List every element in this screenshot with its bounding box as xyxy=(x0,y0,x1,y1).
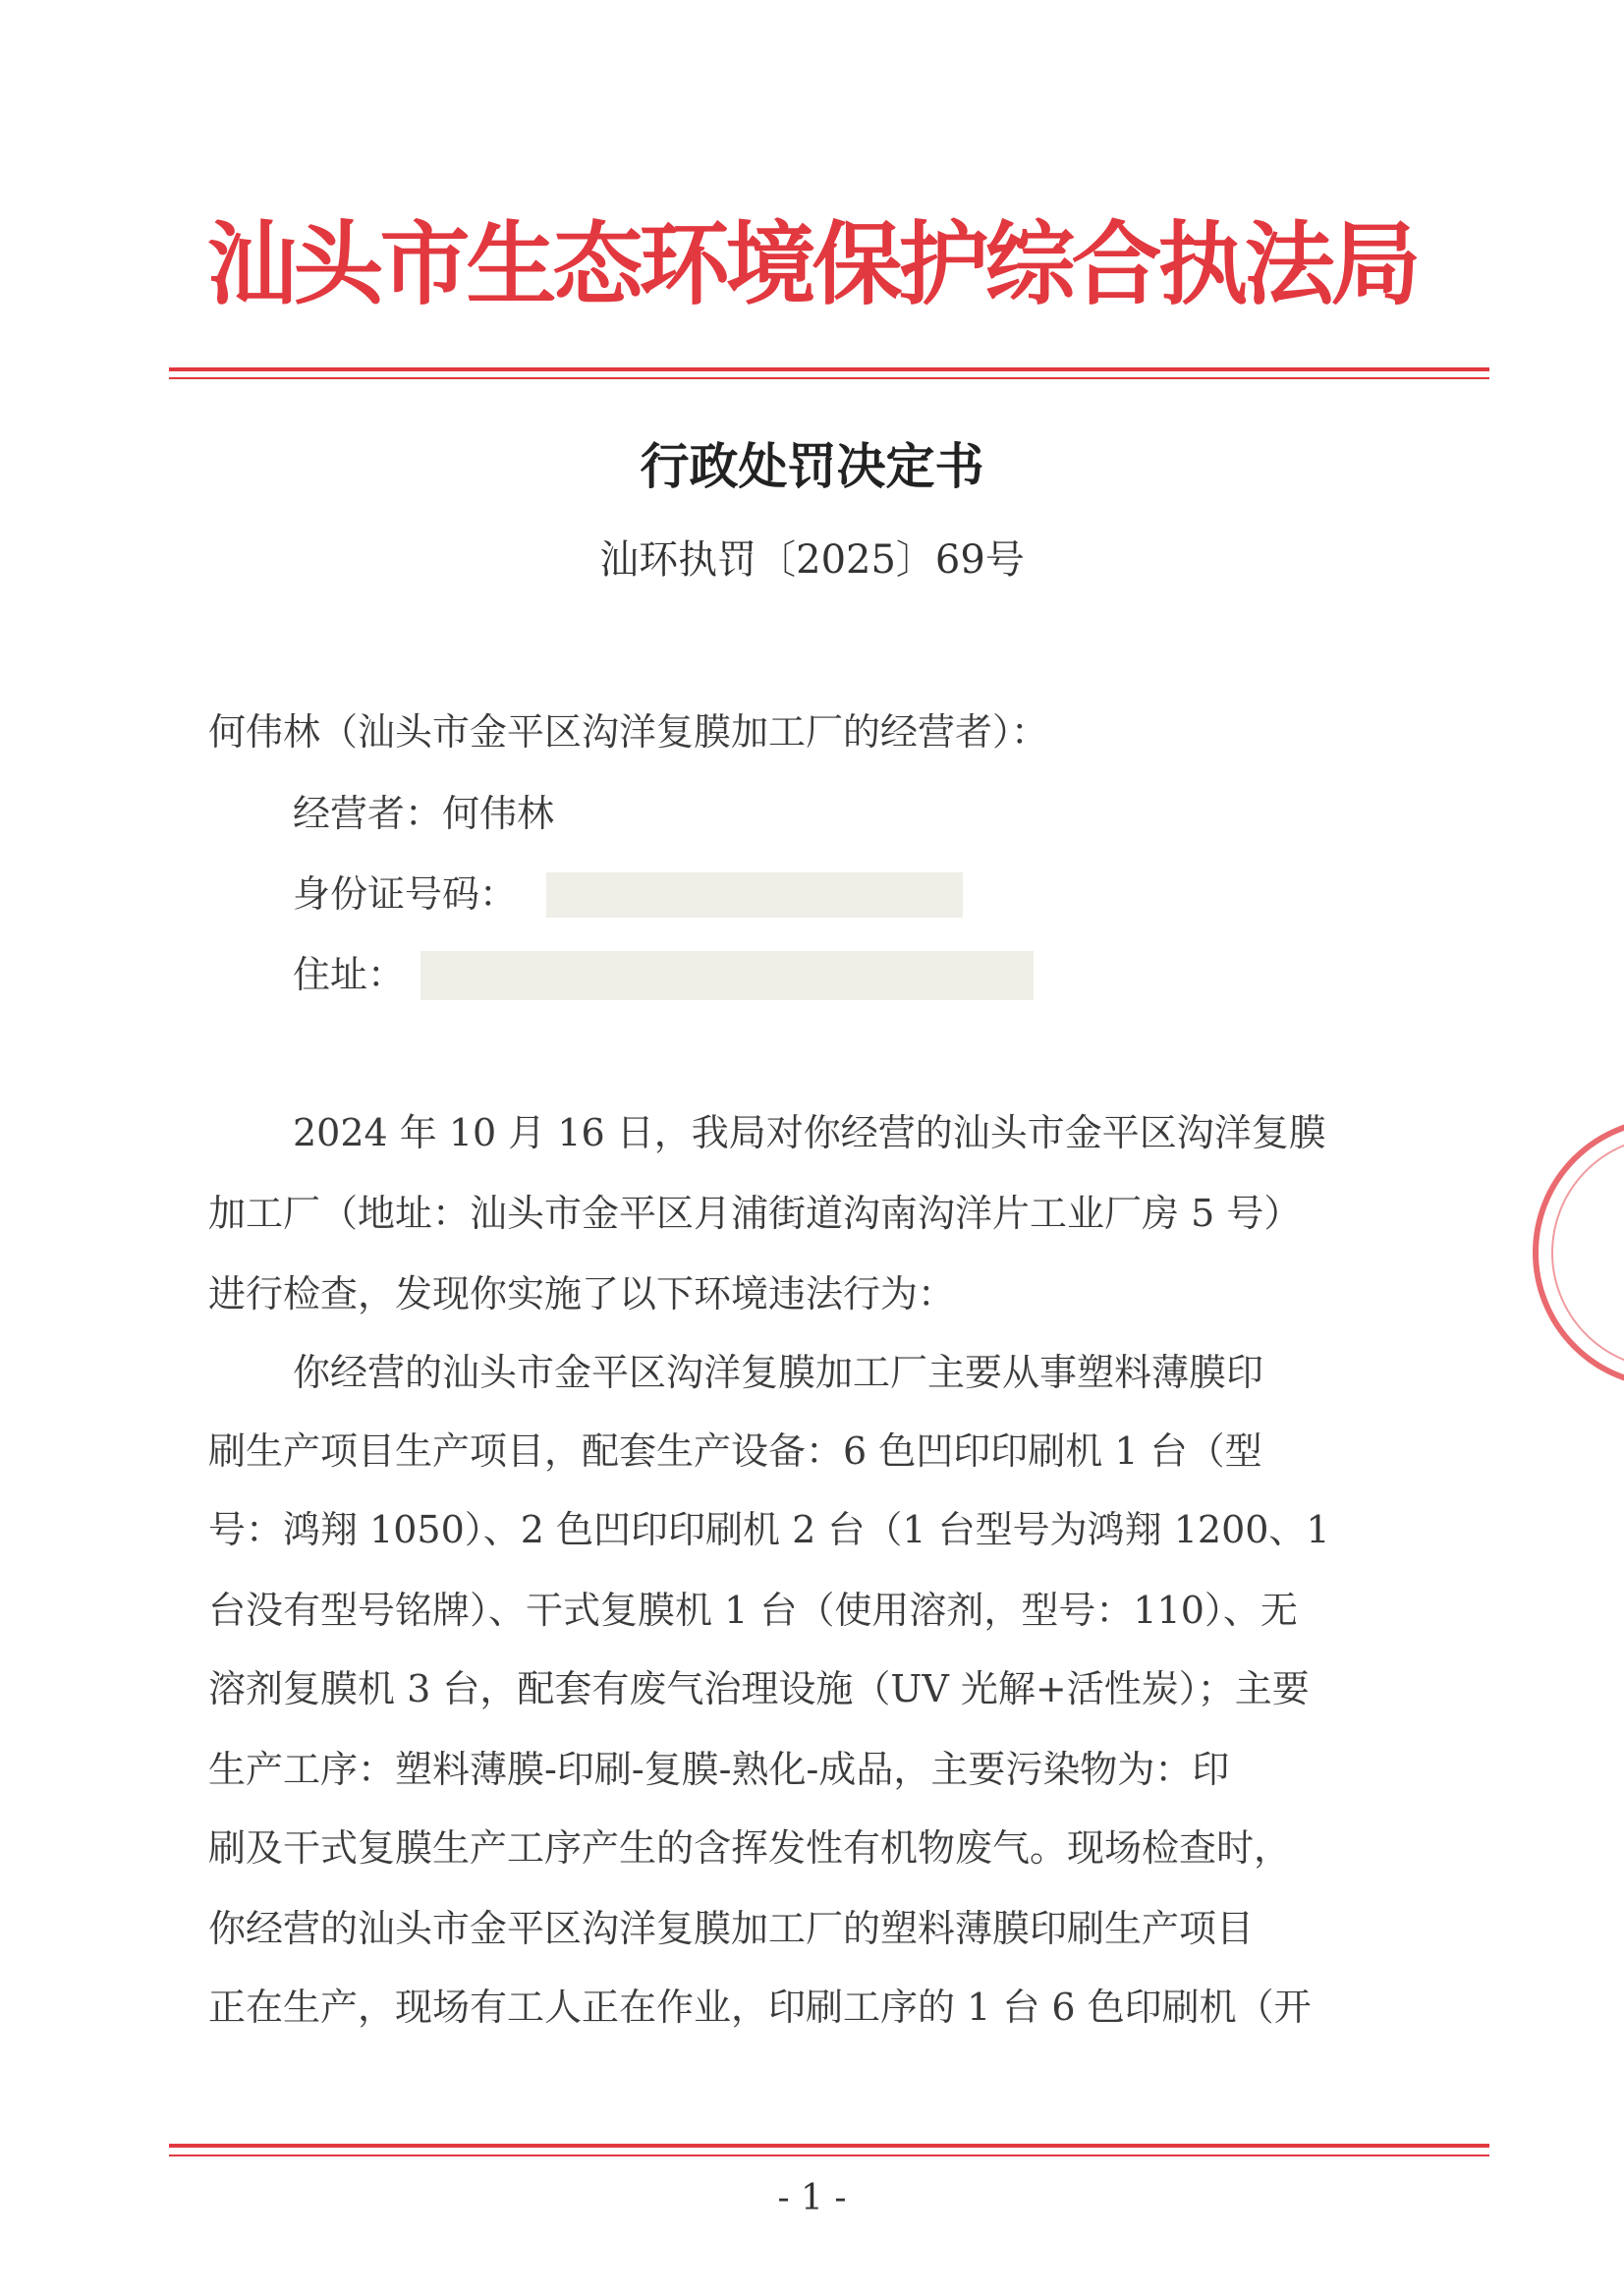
addressee-line: 何伟林（汕头市金平区沟洋复膜加工厂的经营者）： xyxy=(208,710,1049,754)
body-line: 台没有型号铭牌）、干式复膜机 1 台（使用溶剂，型号：110）、无 xyxy=(208,1589,1298,1632)
footer-rule-top xyxy=(169,2144,1489,2148)
body-line: 号：鸿翔 1050）、2 色凹印印刷机 2 台（1 台型号为鸿翔 1200、1 xyxy=(208,1508,1330,1551)
body-line: 刷及干式复膜生产工序产生的含挥发性有机物废气。现场检查时， xyxy=(208,1826,1292,1870)
body-line: 正在生产，现场有工人正在作业，印刷工序的 1 台 6 色印刷机（开 xyxy=(208,1986,1312,2029)
body-line: 你经营的汕头市金平区沟洋复膜加工厂的塑料薄膜印刷生产项目 xyxy=(208,1907,1255,1950)
body-line: 你经营的汕头市金平区沟洋复膜加工厂主要从事塑料薄膜印 xyxy=(293,1351,1264,1394)
body-line: 生产工序：塑料薄膜-印刷-复膜-熟化-成品，主要污染物为：印 xyxy=(208,1748,1230,1791)
body-line: 2024 年 10 月 16 日，我局对你经营的汕头市金平区沟洋复膜 xyxy=(293,1111,1326,1154)
address-label: 住址： xyxy=(293,953,406,996)
footer-rule-bottom xyxy=(169,2155,1489,2156)
body-line: 进行检查，发现你实施了以下环境违法行为： xyxy=(208,1272,956,1315)
id-number-redaction xyxy=(546,872,963,918)
address-redaction xyxy=(420,951,1034,1000)
body-line: 刷生产项目生产项目，配套生产设备：6 色凹印印刷机 1 台（型 xyxy=(208,1429,1262,1473)
official-seal-fragment xyxy=(1521,1105,1624,1400)
body-line: 加工厂（地址：汕头市金平区月浦街道沟南沟洋片工业厂房 5 号） xyxy=(208,1192,1302,1235)
header-rule-top xyxy=(169,367,1489,371)
page-number: - 1 - xyxy=(777,2178,847,2218)
document-number: 汕环执罚〔2025〕69号 xyxy=(599,537,1025,583)
agency-header: 汕头市生态环境保护综合执法局 xyxy=(206,212,1418,317)
operator-line: 经营者：何伟林 xyxy=(293,792,555,835)
id-number-label: 身份证号码： xyxy=(293,872,518,916)
document-title: 行政处罚决定书 xyxy=(640,438,984,495)
header-rule-bottom xyxy=(169,377,1489,379)
body-line: 溶剂复膜机 3 台，配套有废气治理设施（UV 光解+活性炭）；主要 xyxy=(208,1667,1310,1710)
